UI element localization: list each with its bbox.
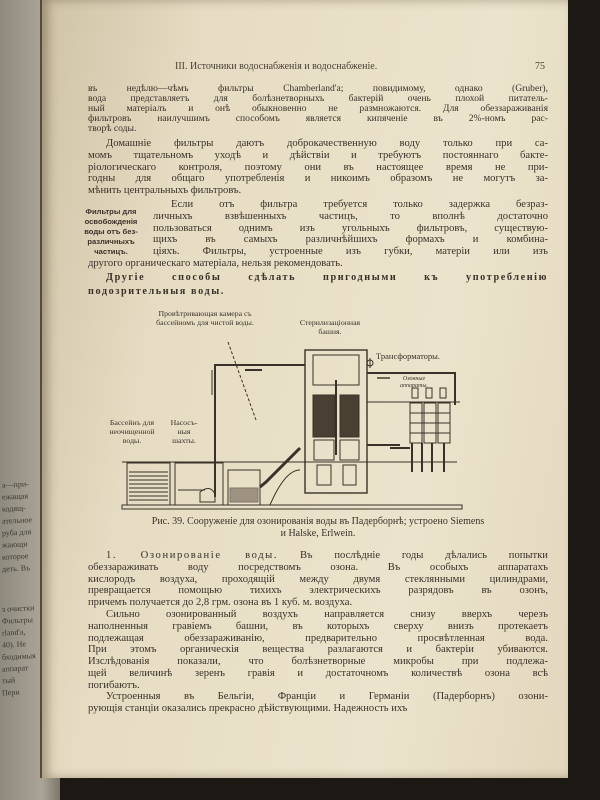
paragraph-5 xyxy=(88,609,548,692)
pump xyxy=(178,488,215,502)
text-line: щей величинѣ зеренъ гравія и достаточномъ количествѣ озона всѣ xyxy=(88,667,548,679)
label-transformers: Трансформаторы. xyxy=(376,351,441,361)
text-line: щихъ въ самыхъ различнѣйшихъ формахъ и комбина- xyxy=(153,234,548,246)
text-line: ный матеріалъ и онѣ обыкновенно не размножаются. Для обеззараживанія xyxy=(88,104,548,114)
adjacent-page-fragment: бходимыя xyxy=(1,651,36,662)
adjacent-page-fragment: руба для xyxy=(1,527,32,538)
text-line: фильтровъ наилучшимъ способомъ является кипяченіе въ 2%-номъ рас- xyxy=(88,114,548,124)
adjacent-page-fragment: 40). Не xyxy=(1,639,27,650)
light-ray-line xyxy=(228,342,256,420)
section-1-title: 1. Озонированіе воды. xyxy=(106,550,279,561)
text-line: Другіе способы сдѣлать пригодными къ употребленію xyxy=(106,272,548,283)
water-lines xyxy=(129,472,168,500)
figure-caption xyxy=(88,516,548,540)
return-pipe xyxy=(367,445,410,448)
text-line: наполненныя гравіемъ башни, въ которыхъ сверху внизъ протекаетъ xyxy=(88,620,548,632)
text-line: подозрительныя воды. xyxy=(88,286,225,297)
margin-note: Фильтры для освобожденія воды отъ без-различныхъ частицъ. xyxy=(84,207,138,256)
adjacent-page-fragment: жающи xyxy=(1,539,28,550)
adjacent-page-fragment: ательное xyxy=(1,515,33,526)
caption-line: Рис. 39. Сооруженіе для озонированія воды въ Падерборнѣ; устроено Siemens xyxy=(151,516,485,527)
text-line: обеззараживать воду посредствомъ озона. Въ особыхъ аппаратахъ xyxy=(88,561,548,573)
text-line: ціяхъ. Фильтры, устроенные изъ губки, матеріи или изъ xyxy=(153,246,548,258)
paragraph-6 xyxy=(88,691,548,715)
text-line: погибаютъ. xyxy=(88,679,140,691)
clean-water xyxy=(230,488,258,502)
adjacent-page-fragment: кодящ- xyxy=(1,503,27,514)
adjacent-page-fragment: которое xyxy=(1,551,29,562)
running-title: III. Источники водоснабженія и водоснабженіе. xyxy=(175,61,378,72)
adjacent-page-fragment: а—при- xyxy=(1,479,29,490)
adjacent-page-fragment: з очистки xyxy=(1,603,35,614)
text-line: вода представляетъ для болѣзнетворныхъ бактерій очень плохой питатель- xyxy=(88,94,548,104)
caption-line: и Halske, Erlwein. xyxy=(280,528,356,539)
adjacent-page-fragment: аппарат xyxy=(1,663,29,674)
label-ozone-apparatus: Озонные аппараты. xyxy=(400,376,428,389)
label-ventilation-chamber: Провѣтривающая камера съ бассейномъ для чистой воды. xyxy=(156,309,254,327)
label-pump-shafts: Насосъ-ныя шахты. xyxy=(170,418,198,445)
text-line: подлежащая обеззараживанію, предварительно просвѣтленная вода. xyxy=(88,632,548,644)
text-line: Устроенныя въ Бельгіи, Франціи и Германіи (Падерборнъ) озони- xyxy=(106,691,548,702)
text-line: мѣнить центральныхъ фильтровъ. xyxy=(88,185,242,197)
adjacent-page-fragment: rland'a, xyxy=(1,627,26,638)
foundation xyxy=(122,505,462,509)
text-line xyxy=(88,550,548,562)
ozone-apparatus-rack xyxy=(410,388,450,472)
text-line: Домашніе фильтры даютъ доброкачественную воду только при са- xyxy=(106,138,548,149)
text-line: причемъ получается до 2,8 грм. озона въ 1 куб. м. воздуха. xyxy=(88,597,353,609)
text-line: момъ тщательномъ уходѣ и дѣйствіи и требуютъ постояннаго бакте- xyxy=(88,149,548,161)
text-line: личныхъ взвѣшенныхъ частицъ, то вполнѣ достаточно xyxy=(153,210,548,222)
text-line: рующія станціи оказались прекрасно дѣйствующими. Надежность ихъ xyxy=(88,702,408,714)
label-sterilization-tower: Стерилизаціонная башня. xyxy=(299,318,361,336)
adjacent-page-fragment: тый xyxy=(1,675,16,686)
text-line: годны для общаго употребленія и никоимъ образомъ не могутъ за- xyxy=(88,173,548,185)
text-line: въ недѣлю—чѣмъ фильтры Chamberland'a; повидимому, однако (Gruber), xyxy=(88,84,548,94)
section-1-body xyxy=(88,562,548,609)
section-1 xyxy=(88,550,548,609)
adjacent-page-fragment: деть. Въ xyxy=(1,563,31,574)
page-number: 75 xyxy=(535,61,545,72)
text-line: кислородъ воздуха, проходящій между двумя стеклянными цилиндрами, xyxy=(88,573,548,585)
adjacent-page-fragment: Пери xyxy=(1,687,20,698)
text-line: Сильно озонированный воздухъ направляется снизу вверхъ черезъ xyxy=(106,609,548,620)
text-line: Если отъ фильтра требуется только задержка безраз- xyxy=(171,199,548,210)
text-line: Изслѣдованія показали, что болѣзнетворные микробы при подлежа- xyxy=(88,656,548,668)
text-line: При этомъ органическія вещества разлагаются и бактеріи убиваются. xyxy=(88,644,548,656)
text-span: Въ послѣдніе годы дѣлались попытки xyxy=(278,550,548,561)
gravel-column-right xyxy=(340,395,359,437)
text-line: ріологическаго контроля, поэтому они въ настоящее время не при- xyxy=(88,161,548,173)
cascade-steps xyxy=(260,448,300,487)
text-line: творѣ соды. xyxy=(88,124,137,134)
text-line: другого органическаго матеріала, нельзя рекомендовать. xyxy=(88,258,343,269)
gravel-column-left xyxy=(313,395,335,437)
label-raw-water-basin: Бассейнъ для неочищенной воды. xyxy=(109,418,155,445)
text-line: превращается помощью тихихъ электрическихъ разрядовъ въ озонъ, xyxy=(88,585,548,597)
adjacent-page-fragment: Фильтры xyxy=(1,615,34,626)
adjacent-page-fragment: ежащая xyxy=(1,491,29,502)
text-line: пользоваться однимъ изъ угольныхъ фильтровъ, существую- xyxy=(153,222,548,234)
